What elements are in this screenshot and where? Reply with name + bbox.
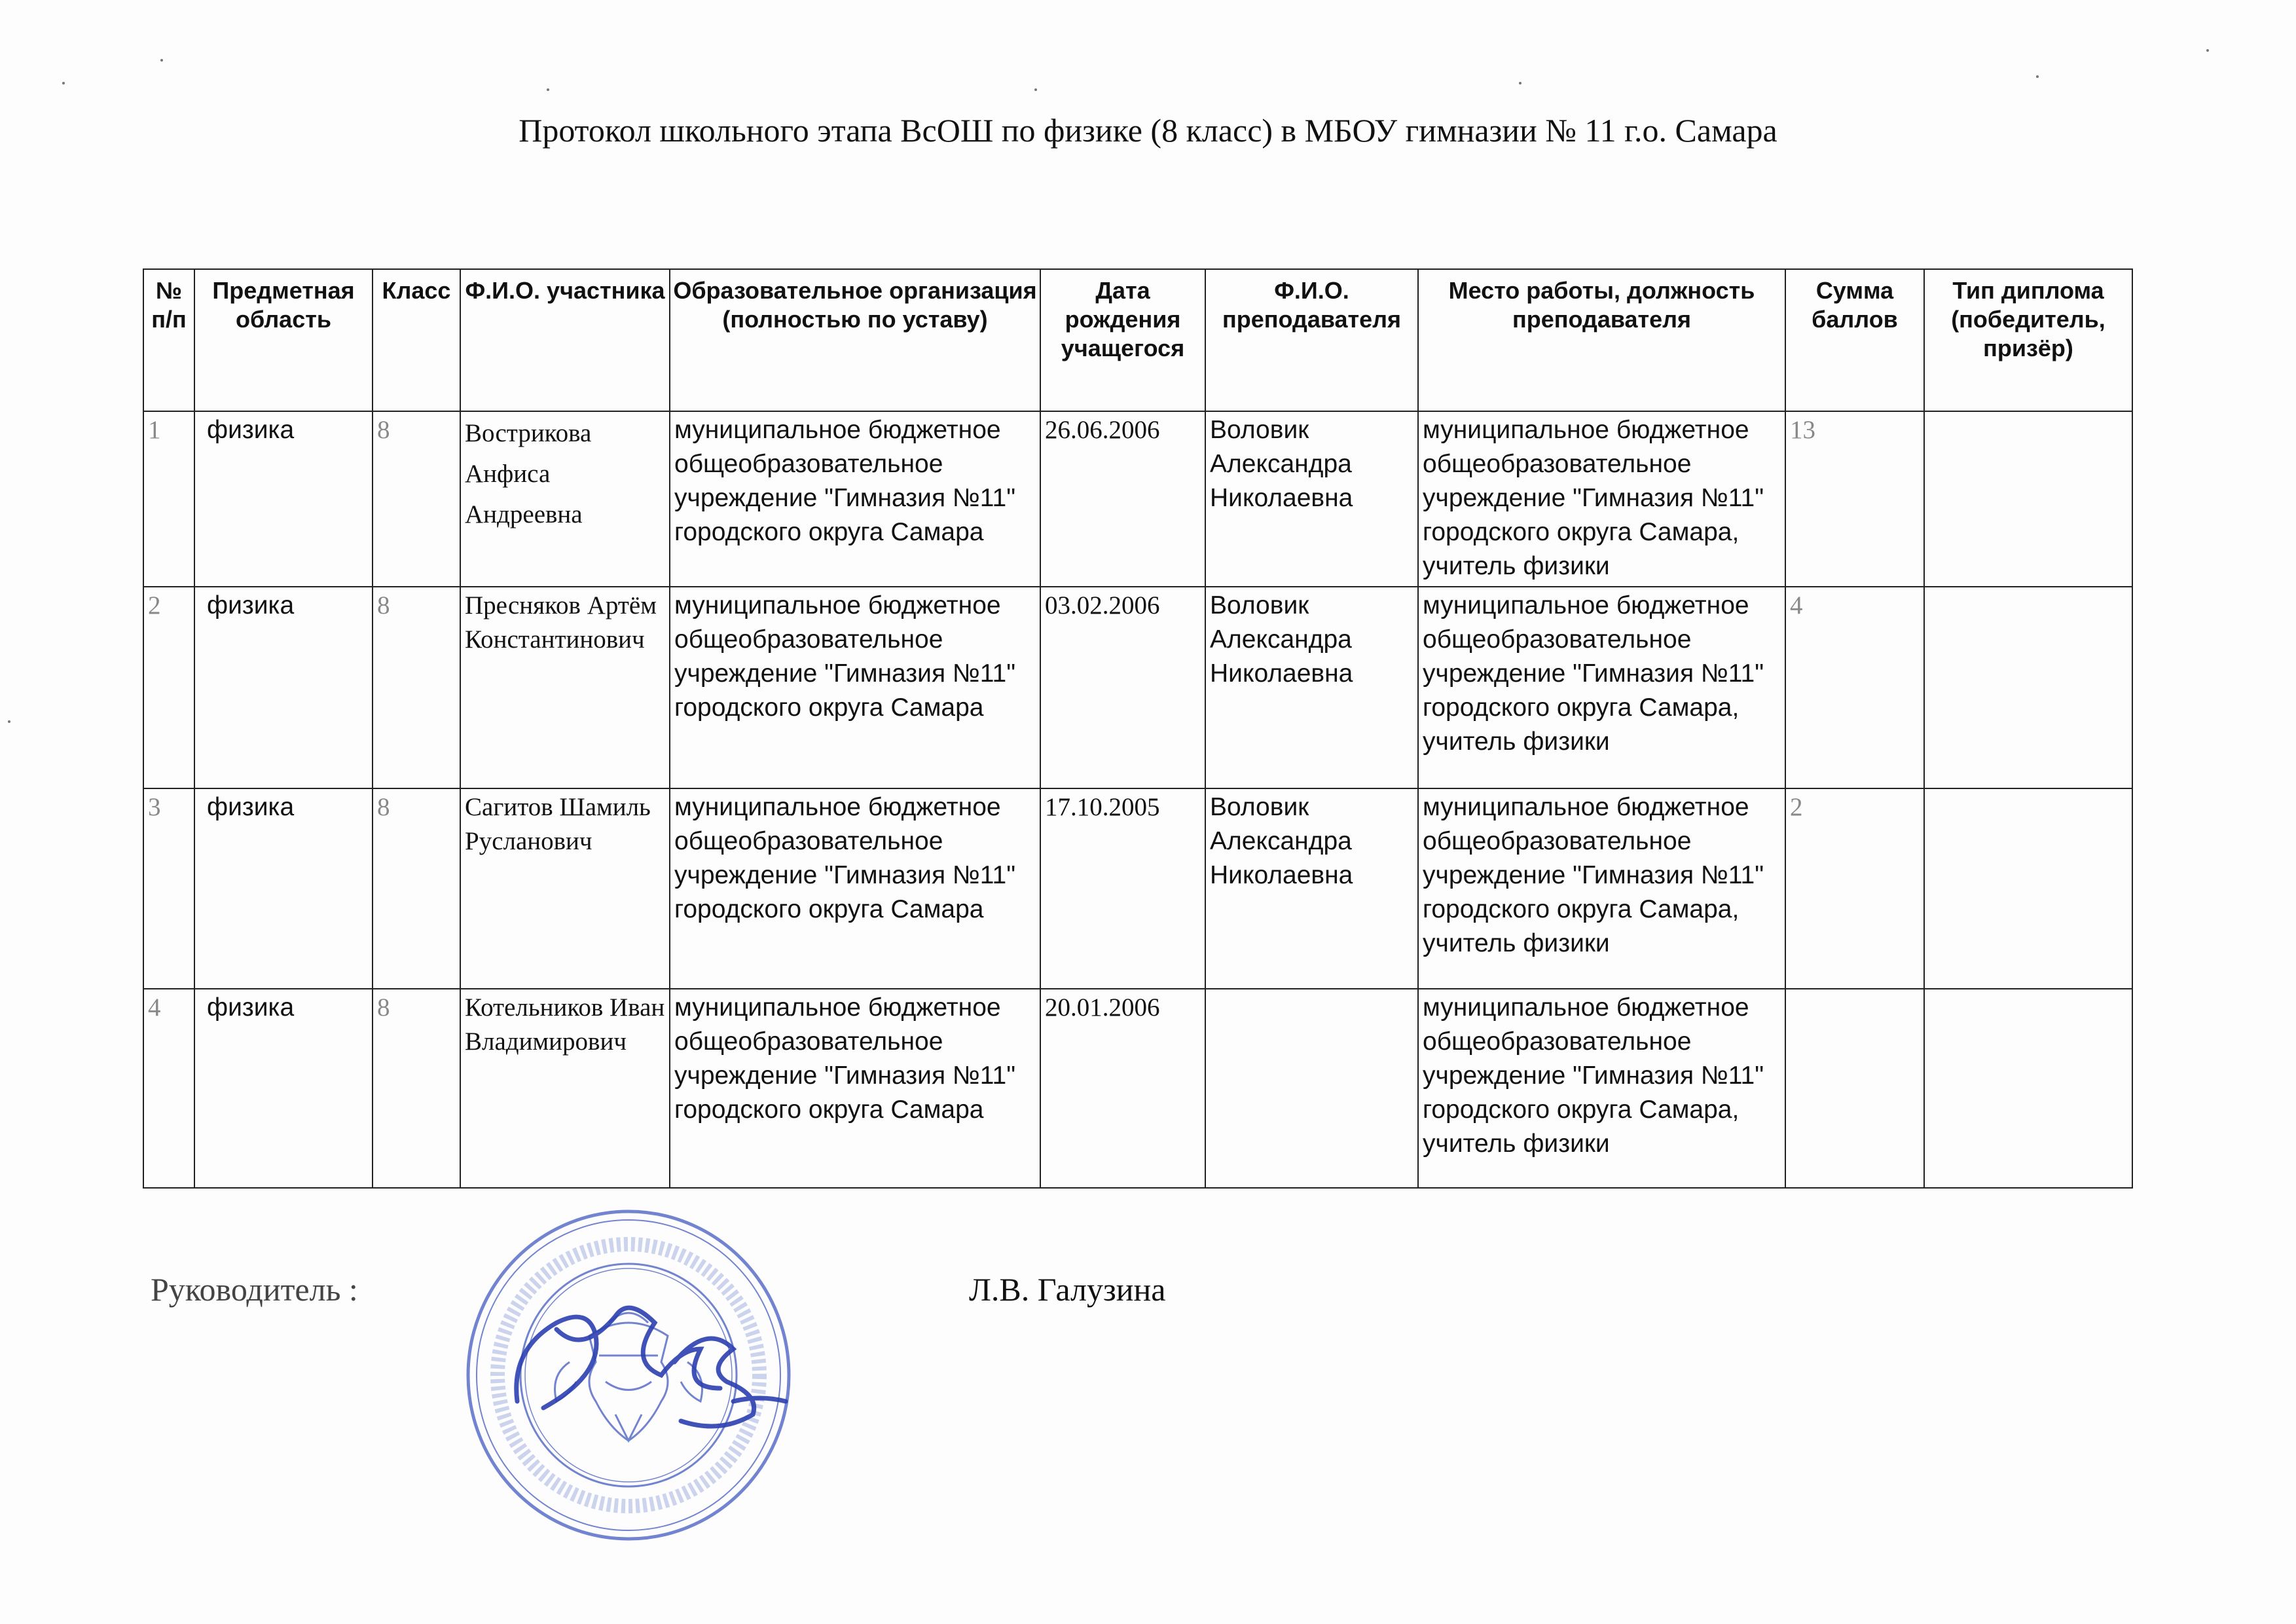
- header-teacher: Ф.И.О. преподавателя: [1205, 269, 1418, 411]
- cell-organization: муниципальное бюджетное общеобразовательное учреждение "Гимназия №11" городского округа Самара: [670, 411, 1040, 587]
- cell-organization: муниципальное бюджетное общеобразовательное учреждение "Гимназия №11" городского округа Самара: [670, 788, 1040, 989]
- header-grade: Класс: [373, 269, 460, 411]
- header-number: № п/п: [143, 269, 194, 411]
- cell-score: 4: [1785, 587, 1924, 788]
- cell-participant: Вострикова Анфиса Андреевна: [460, 411, 670, 587]
- header-workplace: Место работы, должность преподавателя: [1418, 269, 1785, 411]
- signature-label: Руководитель :: [151, 1271, 358, 1308]
- cell-organization: муниципальное бюджетное общеобразовательное учреждение "Гимназия №11" городского округа Самара: [670, 989, 1040, 1188]
- table-row: [143, 587, 2132, 788]
- header-birth-date: Дата рождения учащегося: [1040, 269, 1205, 411]
- cell-teacher: Воловик Александра Николаевна: [1205, 587, 1418, 788]
- cell-birth-date: 03.02.2006: [1040, 587, 1205, 788]
- table-row: [143, 411, 2132, 587]
- cell-grade: 8: [373, 587, 460, 788]
- cell-birth-date: 26.06.2006: [1040, 411, 1205, 587]
- cell-diploma: [1924, 411, 2132, 587]
- cell-participant: Пресняков Артём Константинович: [460, 587, 670, 788]
- table-row: [143, 788, 2132, 989]
- cell-teacher: Воловик Александра Николаевна: [1205, 411, 1418, 587]
- cell-organization: муниципальное бюджетное общеобразовательное учреждение "Гимназия №11" городского округа Самара: [670, 587, 1040, 788]
- cell-diploma: [1924, 587, 2132, 788]
- director-name: Л.В. Галузина: [969, 1271, 1166, 1308]
- cell-subject: физика: [194, 788, 373, 989]
- cell-birth-date: 20.01.2006: [1040, 989, 1205, 1188]
- cell-number: 4: [143, 989, 194, 1188]
- results-table: [143, 268, 2133, 1189]
- cell-workplace: муниципальное бюджетное общеобразовательное учреждение "Гимназия №11" городского округа Самара, учитель физики: [1418, 788, 1785, 989]
- document-title: Протокол школьного этапа ВсОШ по физике (8 класс) в МБОУ гимназии № 11 г.о. Самара: [519, 112, 1777, 149]
- cell-number: 2: [143, 587, 194, 788]
- cell-score: 2: [1785, 788, 1924, 989]
- cell-workplace: муниципальное бюджетное общеобразовательное учреждение "Гимназия №11" городского округа Самара, учитель физики: [1418, 989, 1785, 1188]
- school-stamp-icon: [458, 1205, 799, 1545]
- cell-score: [1785, 989, 1924, 1188]
- cell-subject: физика: [194, 989, 373, 1188]
- cell-birth-date: 17.10.2005: [1040, 788, 1205, 989]
- table-header-row: [143, 269, 2132, 411]
- cell-number: 1: [143, 411, 194, 587]
- cell-number: 3: [143, 788, 194, 989]
- cell-diploma: [1924, 989, 2132, 1188]
- cell-participant: Котельников Иван Владимирович: [460, 989, 670, 1188]
- cell-grade: 8: [373, 989, 460, 1188]
- cell-workplace: муниципальное бюджетное общеобразовательное учреждение "Гимназия №11" городского округа Самара, учитель физики: [1418, 587, 1785, 788]
- cell-subject: физика: [194, 411, 373, 587]
- header-diploma: Тип диплома (победитель, призёр): [1924, 269, 2132, 411]
- cell-participant: Сагитов Шамиль Русланович: [460, 788, 670, 989]
- cell-teacher: [1205, 989, 1418, 1188]
- cell-score: 13: [1785, 411, 1924, 587]
- cell-grade: 8: [373, 788, 460, 989]
- cell-diploma: [1924, 788, 2132, 989]
- header-subject: Предметная область: [194, 269, 373, 411]
- header-score: Сумма баллов: [1785, 269, 1924, 411]
- cell-grade: 8: [373, 411, 460, 587]
- table-row: [143, 989, 2132, 1188]
- header-participant: Ф.И.О. участника: [460, 269, 670, 411]
- header-organization: Образовательное организация (полностью по уставу): [670, 269, 1040, 411]
- cell-subject: физика: [194, 587, 373, 788]
- cell-teacher: Воловик Александра Николаевна: [1205, 788, 1418, 989]
- cell-workplace: муниципальное бюджетное общеобразовательное учреждение "Гимназия №11" городского округа Самара, учитель физики: [1418, 411, 1785, 587]
